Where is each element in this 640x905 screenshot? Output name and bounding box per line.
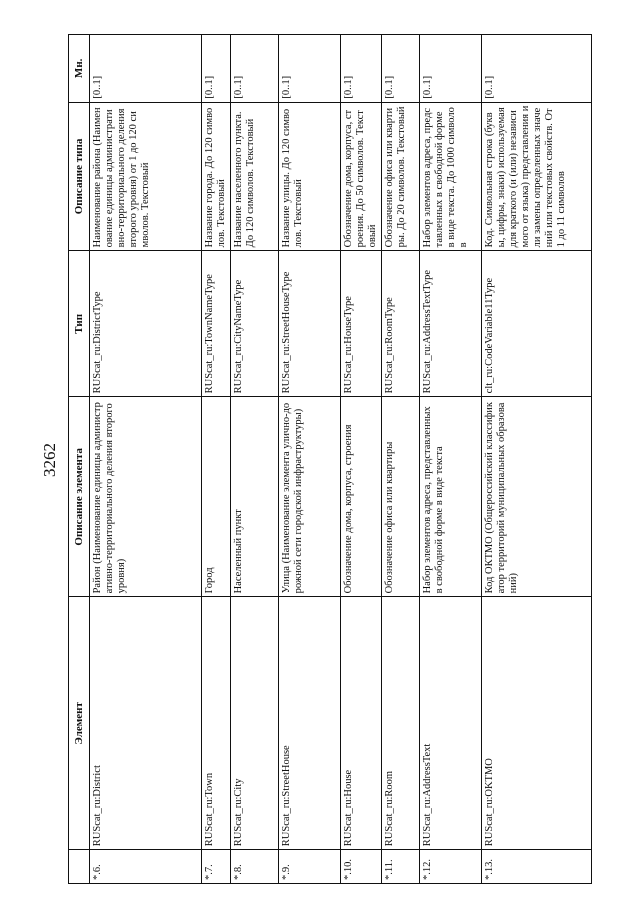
type-description: Обозначение дома, корпуса, строения. До 50 символов. Текстовый [341, 102, 382, 251]
type-description: Код. Символьная строка (буквы, цифры, знаки) используемая для краткого (и (или) независимого от языка) представления или замены определенных значений или текстовых свойств. От 1 до 11 символов [482, 102, 592, 251]
element-description: Улица (Наименование элемента улично-дорожной сети городской инфраструктуры) [279, 397, 341, 597]
type-description: Набор элементов адреса, представленных в свободной форме в виде текста. До 1000 символов [420, 102, 482, 251]
multiplicity: [0..1] [231, 35, 279, 103]
row-number: *.6. [90, 850, 202, 884]
column-header-element: Элемент [69, 597, 90, 850]
type-description: Наименование района (Наименование единицы административно-территориального деления второго уровня) от 1 до 120 символов. Текстовый [90, 102, 202, 251]
table-row [279, 35, 341, 884]
element-name: RUScat_ru:StreetHouse [279, 597, 341, 850]
table-row [202, 35, 231, 884]
column-header-type-description: Описание типа [69, 102, 90, 251]
element-description: Обозначение офиса или квартиры [382, 397, 420, 597]
multiplicity: [0..1] [202, 35, 231, 103]
type-description: Обозначение офиса или квартиры. До 20 символов. Текстовый [382, 102, 420, 251]
element-name: RUScat_ru:City [231, 597, 279, 850]
element-description: Город [202, 397, 231, 597]
multiplicity: [0..1] [341, 35, 382, 103]
type-description: Название улицы. До 120 символов. Текстовый [279, 102, 341, 251]
element-type: RUScat_ru:CityNameType [231, 251, 279, 397]
element-description: Код ОКТМО (Общероссийский классификатор территорий муниципальных образований) [482, 397, 592, 597]
table-row [341, 35, 382, 884]
type-description: Название города. До 120 символов. Текстовый [202, 102, 231, 251]
multiplicity: [0..1] [482, 35, 592, 103]
row-number: *.7. [202, 850, 231, 884]
element-description: Район (Наименование единицы административно-территориального деления второго уровня) [90, 397, 202, 597]
element-type: RUScat_ru:StreetHouseType [279, 251, 341, 397]
element-description: Обозначение дома, корпуса, строения [341, 397, 382, 597]
element-name: RUScat_ru:AddressText [420, 597, 482, 850]
element-type: RUScat_ru:DistrictType [90, 251, 202, 397]
element-name: RUScat_ru:District [90, 597, 202, 850]
column-header-type: Тип [69, 251, 90, 397]
element-description: Населенный пункт [231, 397, 279, 597]
row-number: *.13. [482, 850, 592, 884]
row-number: *.11. [382, 850, 420, 884]
multiplicity: [0..1] [90, 35, 202, 103]
table-row [231, 35, 279, 884]
element-type: RUScat_ru:TownNameType [202, 251, 231, 397]
column-header-number [69, 850, 90, 884]
table-row [90, 35, 202, 884]
multiplicity: [0..1] [279, 35, 341, 103]
multiplicity: [0..1] [382, 35, 420, 103]
element-name: RUScat_ru:Town [202, 597, 231, 850]
column-header-multiplicity: Мн. [69, 35, 90, 103]
table-header-row [69, 35, 90, 884]
element-type: RUScat_ru:RoomType [382, 251, 420, 397]
rotated-page-content [68, 34, 623, 884]
column-header-element-description: Описание элемента [69, 397, 90, 597]
element-type: RUScat_ru:HouseType [341, 251, 382, 397]
table-row [382, 35, 420, 884]
row-number: *.10. [341, 850, 382, 884]
element-description: Набор элементов адреса, представленных в свободной форме в виде текста [420, 397, 482, 597]
element-type: clt_ru:CodeVariable11Type [482, 251, 592, 397]
element-type: RUScat_ru:AddressTextType [420, 251, 482, 397]
multiplicity: [0..1] [420, 35, 482, 103]
row-number: *.12. [420, 850, 482, 884]
table-row [482, 35, 592, 884]
type-description: Название населенного пункта. До 120 символов. Текстовый [231, 102, 279, 251]
element-name: RUScat_ru:House [341, 597, 382, 850]
element-name: RUScat_ru:Room [382, 597, 420, 850]
page-number: 3262 [40, 443, 59, 477]
table-row [420, 35, 482, 884]
element-name: RUScat_ru:OKTMO [482, 597, 592, 850]
row-number: *.8. [231, 850, 279, 884]
element-spec-table [68, 34, 592, 884]
row-number: *.9. [279, 850, 341, 884]
